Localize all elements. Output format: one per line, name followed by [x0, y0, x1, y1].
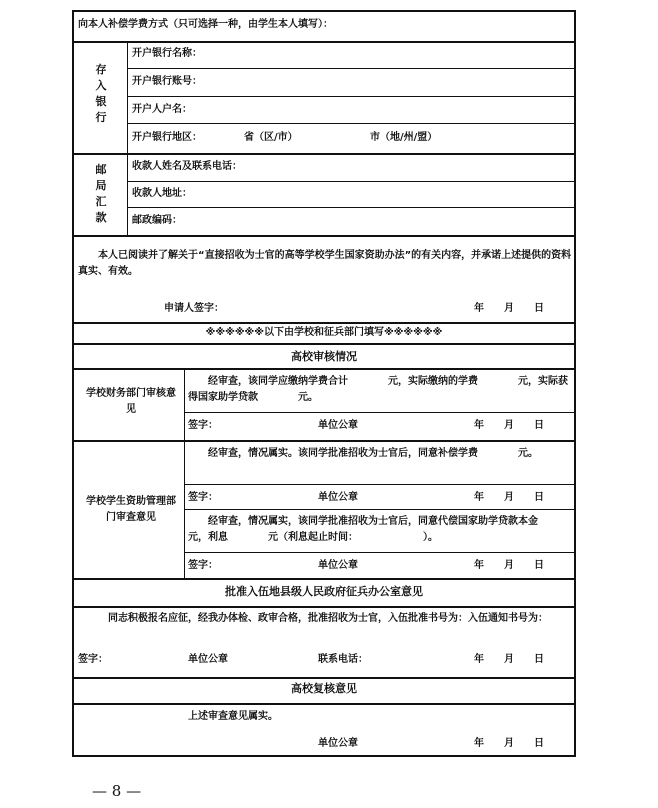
divider [127, 123, 574, 124]
region-label: 开户银行地区： [132, 132, 202, 143]
bank-section-label: 存入银行 [95, 63, 107, 124]
aid-review-text-2: 经审查，情况属实，该同学批准招收为士官后，同意代偿国家助学贷款本金 元，利息 元（利息起止时间： ）。 [188, 516, 578, 543]
holder-label: 开户人户名： [132, 104, 192, 115]
account-label: 开户银行账号： [132, 76, 202, 87]
recruitment-month: 月 [504, 654, 514, 665]
aid-seal-label-2: 单位公章 [318, 560, 358, 571]
recruitment-text: 同志积极报名应征，经我办体检、政审合格，批准招收为士官，入伍批准书号为：入伍通知书号为： [108, 613, 548, 624]
aid-review-text-1: 经审查，情况属实。该同学批准招收为士官后，同意补偿学费 元。 [208, 448, 538, 459]
aid-review-label: 学校学生资助管理部门审查意见 [86, 496, 176, 523]
divider [74, 322, 574, 324]
divider [184, 368, 185, 578]
aid-year-2: 年 [474, 560, 484, 571]
school-review-title: 高校审核情况 [291, 350, 357, 363]
bank-name-label: 开户银行名称： [132, 48, 202, 59]
divider [74, 578, 574, 580]
payment-method-header: 向本人补偿学费方式（只可选择一种，由学生本人填写）： [78, 19, 333, 30]
declaration-text: 本人已阅读并了解关于“直接招收为士官的高等学校学生国家资助办法”的有关内容，并承诺上述提供的资料真实、有效。 [78, 250, 572, 277]
recruitment-sign-label: 签字： [78, 654, 108, 665]
divider [184, 509, 574, 510]
page-number: — 8 — [92, 782, 142, 800]
finance-year: 年 [474, 420, 484, 431]
recruitment-day: 日 [534, 654, 544, 665]
month-label: 月 [504, 303, 514, 314]
application-form [72, 10, 576, 757]
divider [74, 606, 574, 608]
finance-day: 日 [534, 420, 544, 431]
divider [74, 703, 574, 705]
aid-year-1: 年 [474, 492, 484, 503]
divider [74, 368, 574, 370]
aid-day-1: 日 [534, 492, 544, 503]
recheck-seal-label: 单位公章 [318, 738, 358, 749]
divider [184, 412, 574, 413]
divider [74, 153, 574, 155]
payee-label: 收款人姓名及联系电话： [132, 161, 242, 172]
day-label: 日 [534, 303, 544, 314]
finance-review-text: 经审查，该同学应缴纳学费合计 元，实际缴纳的学费 元，实际获得国家助学贷款 元。 [188, 376, 568, 403]
divider [74, 235, 574, 237]
aid-day-2: 日 [534, 560, 544, 571]
address-label: 收款人地址： [132, 188, 192, 199]
recheck-day: 日 [534, 738, 544, 749]
divider [127, 181, 574, 182]
aid-seal-label-1: 单位公章 [318, 492, 358, 503]
aid-sign-label-2: 签字： [188, 560, 218, 571]
divider [74, 41, 574, 43]
divider [127, 207, 574, 208]
school-fill-divider: ※※※※※※以下由学校和征兵部门填写※※※※※※ [205, 327, 443, 338]
recheck-text: 上述审查意见属实。 [188, 711, 278, 722]
divider [184, 552, 574, 553]
divider [74, 343, 574, 345]
recheck-month: 月 [504, 738, 514, 749]
divider [184, 484, 574, 485]
finance-seal-label: 单位公章 [318, 420, 358, 431]
recruitment-phone-label: 联系电话： [318, 654, 368, 665]
divider [127, 68, 574, 69]
recheck-title: 高校复核意见 [291, 682, 357, 695]
recruitment-seal-label: 单位公章 [188, 654, 228, 665]
finance-sign-label: 签字： [188, 420, 218, 431]
divider [127, 96, 574, 97]
finance-review-label: 学校财务部门审核意见 [86, 388, 176, 415]
aid-sign-label-1: 签字： [188, 492, 218, 503]
divider [74, 440, 574, 442]
finance-month: 月 [504, 420, 514, 431]
aid-month-1: 月 [504, 492, 514, 503]
region-province: 省（区/市） [244, 132, 298, 143]
recruitment-title: 批准入伍地县级人民政府征兵办公室意见 [225, 585, 423, 598]
applicant-signature-label: 申请人签字： [164, 303, 224, 314]
aid-month-2: 月 [504, 560, 514, 571]
recruitment-year: 年 [474, 654, 484, 665]
postal-section-label: 邮局汇款 [95, 163, 107, 224]
divider [127, 41, 128, 235]
divider [74, 677, 574, 679]
year-label: 年 [474, 303, 484, 314]
zip-label: 邮政编码： [132, 215, 182, 226]
region-city: 市（地/州/盟） [370, 132, 438, 143]
recheck-year: 年 [474, 738, 484, 749]
